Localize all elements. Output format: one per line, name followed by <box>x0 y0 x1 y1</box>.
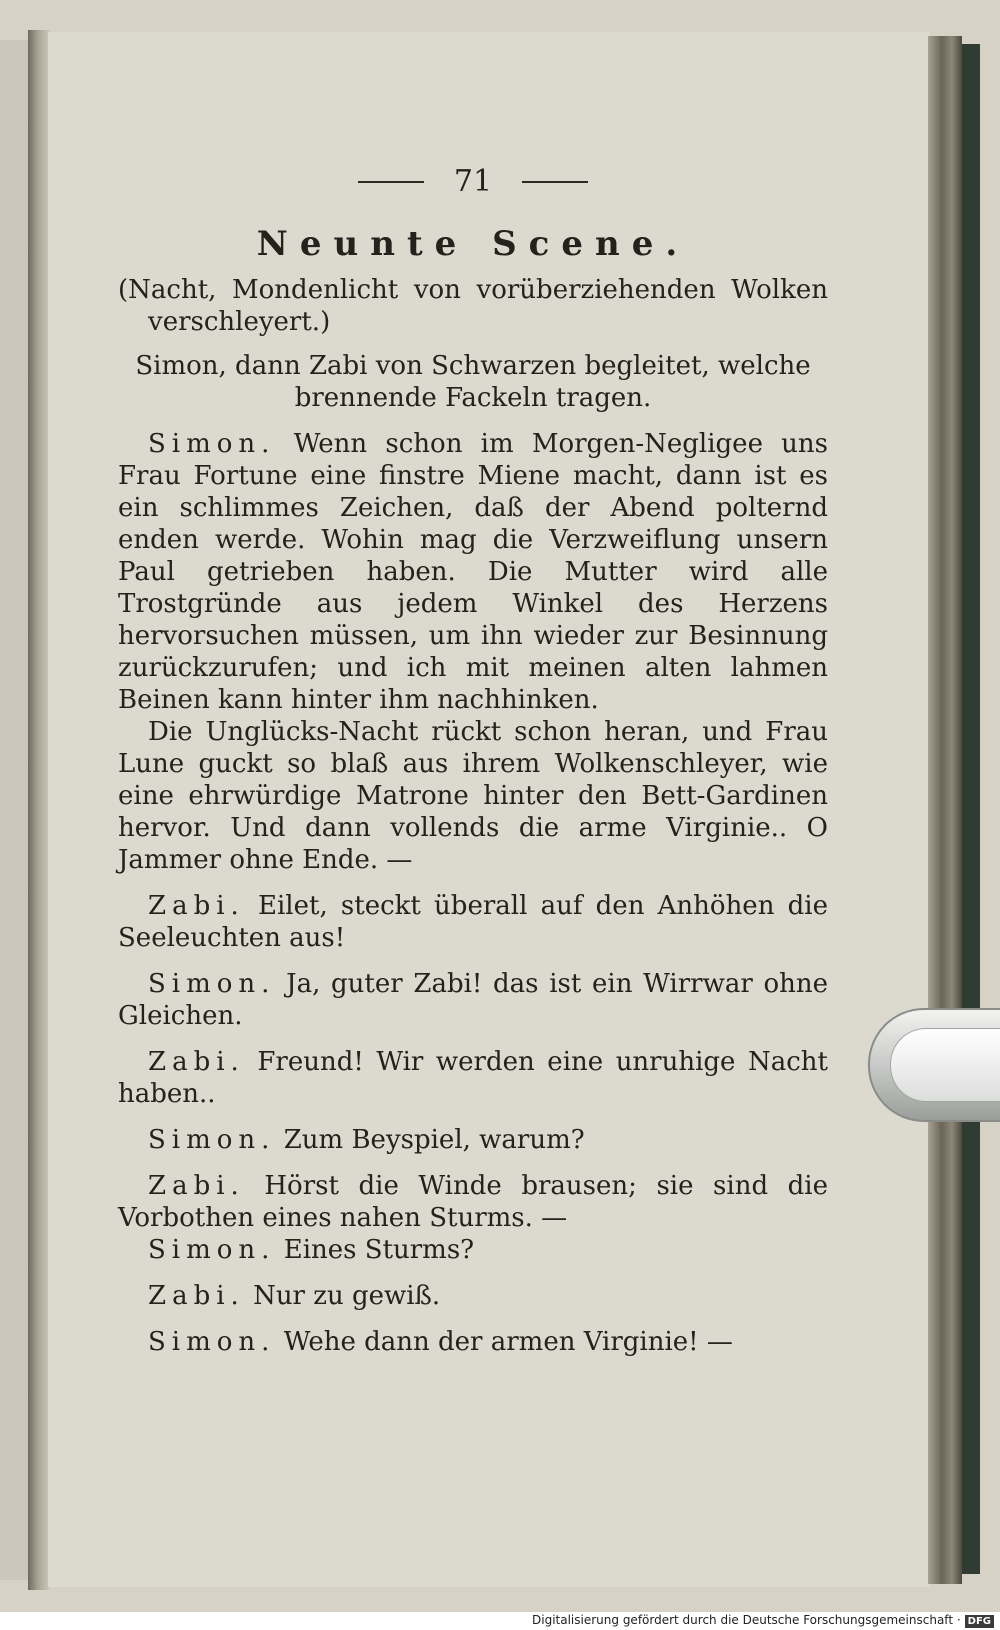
speech <box>118 1280 828 1312</box>
speech-text: Wenn schon im Morgen-Negligee uns Frau Fortune eine finstre Miene macht, dann ist es ein schlimmes Zeichen, daß der Abend polternd enden werde. Wohin mag die Verzweiflung unsern Paul getrieben haben. Die Mutter wird alle Trostgründe aus jedem Winkel des Herzens hervorsuchen müssen, um ihn wieder zur Besinnung zurückzurufen; und ich mit meinen alten lahmen Beinen kann hinter ihm nachhinken. <box>118 429 829 715</box>
speech <box>118 716 828 876</box>
page-clip-inner <box>890 1028 1000 1102</box>
speaker-name: Zabi. <box>148 1281 245 1311</box>
page-clip <box>868 1008 1000 1122</box>
speech-text: Nur zu gewiß. <box>253 1281 441 1311</box>
footer-text: Digitalisierung gefördert durch die Deutsche Forschungsgemeinschaft · <box>532 1613 961 1627</box>
speech <box>118 1046 828 1110</box>
speech-text: Die Unglücks-Nacht rückt schon heran, und Frau Lune guckt so blaß aus ihrem Wolkenschleyer, wie eine ehrwürdige Matrone hinter den Bett-Gardinen hervor. Und dann vollends die arme Virginie.. O Jammer ohne Ende. — <box>118 717 828 875</box>
speaker-name: Simon. <box>148 1235 276 1265</box>
speech-text: Ja, guter Zabi! das ist ein Wirrwar ohne Gleichen. <box>118 969 828 1031</box>
speech <box>118 1170 828 1234</box>
speaker-name: Zabi. <box>148 891 245 921</box>
cast-line: Simon, dann Zabi von Schwarzen begleitet, welche brennende Fackeln tragen. <box>135 351 811 413</box>
scene-title: Neunte Scene. <box>256 224 690 264</box>
stage-direction: (Nacht, Mondenlicht von vorüberziehenden Wolken verschleyert.) <box>118 275 828 337</box>
speaker-name: Zabi. <box>148 1171 245 1201</box>
speech <box>118 428 828 716</box>
speech <box>118 1124 828 1156</box>
speech <box>118 890 828 954</box>
speech <box>118 1234 828 1266</box>
speech-text: Zum Beyspiel, warum? <box>283 1125 585 1155</box>
page-number-rule-left <box>358 181 424 183</box>
page-number: 71 <box>453 164 493 199</box>
speech-text: Eilet, steckt überall auf den Anhöhen die Seeleuchten aus! <box>118 891 828 953</box>
page-text <box>118 162 828 1358</box>
speaker-name: Simon. <box>148 1327 276 1357</box>
page-stack-edge <box>928 36 962 1584</box>
speaker-name: Simon. <box>148 969 276 999</box>
speech-text: Freund! Wir werden eine unruhige Nacht haben.. <box>118 1047 829 1109</box>
left-page-edge <box>0 40 30 1580</box>
book-cover-edge <box>962 44 980 1574</box>
dfg-logo: DFG <box>965 1615 994 1628</box>
speaker-name: Simon. <box>148 1125 276 1155</box>
digitization-footer <box>0 1612 1000 1630</box>
speaker-name: Zabi. <box>148 1047 245 1077</box>
speech-text: Hörst die Winde brausen; sie sind die Vorbothen eines nahen Sturms. — <box>118 1171 829 1233</box>
speech <box>118 1326 828 1358</box>
speech <box>118 968 828 1032</box>
page-number-rule-right <box>522 181 588 183</box>
speaker-name: Simon. <box>148 429 276 459</box>
book-gutter <box>28 30 50 1590</box>
page-number-row <box>118 162 828 202</box>
speech-text: Wehe dann der armen Virginie! — <box>283 1327 733 1357</box>
speech-text: Eines Sturms? <box>283 1235 475 1265</box>
